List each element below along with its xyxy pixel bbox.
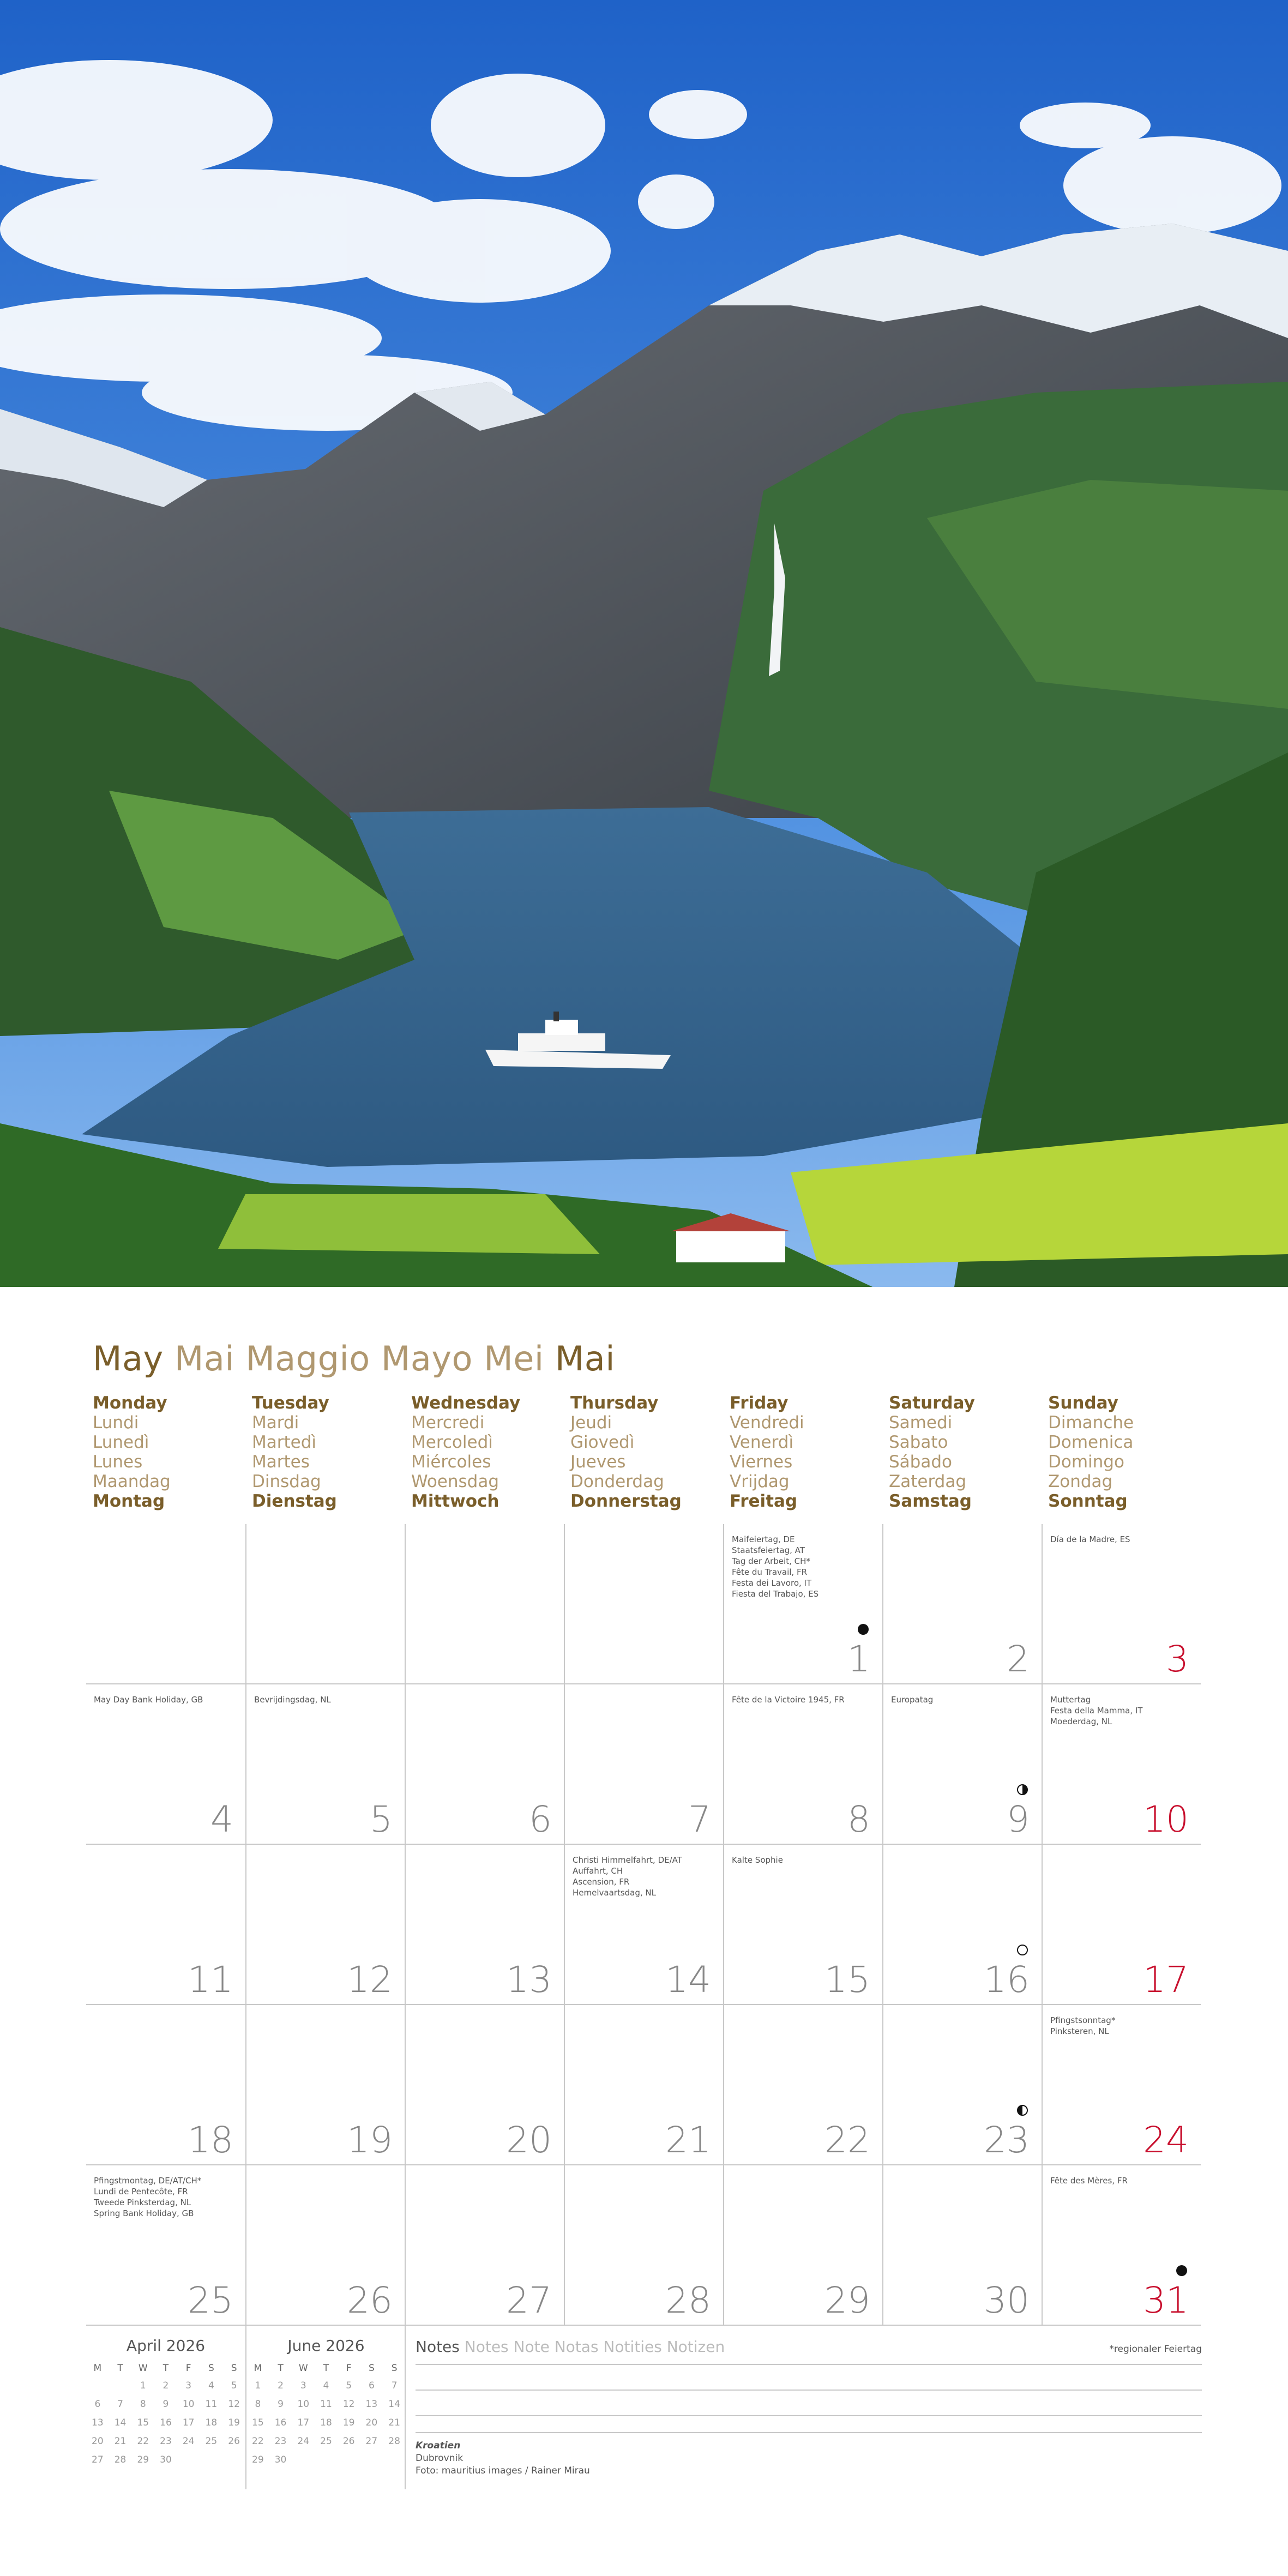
day-number: 21 <box>665 2119 711 2161</box>
weekday-it: Domenica <box>1048 1433 1134 1452</box>
mini-day: 21 <box>388 2417 400 2428</box>
mini-calendar-june <box>246 2337 406 2469</box>
weekday-de: Mittwoch <box>411 1491 499 1511</box>
mini-day: 17 <box>297 2417 310 2428</box>
day-number: 6 <box>529 1798 552 1840</box>
note-line <box>416 2364 1202 2365</box>
mini-day: 18 <box>205 2417 218 2428</box>
mini-day: 14 <box>388 2399 400 2410</box>
mini-weekday: S <box>391 2363 398 2374</box>
weekday-fr: Samedi <box>889 1413 953 1433</box>
day-cell <box>723 2005 882 2165</box>
mini-weekday: S <box>368 2363 375 2374</box>
moon-new-icon <box>1176 2265 1188 2277</box>
weekday-es: Lunes <box>93 1452 143 1472</box>
mini-weekday: M <box>93 2363 102 2374</box>
weekday-es: Domingo <box>1048 1452 1124 1472</box>
note-line <box>416 2432 1202 2433</box>
day-cell <box>882 1524 1042 1684</box>
mini-day: 30 <box>274 2454 287 2465</box>
weekday-header <box>1048 1393 1201 1511</box>
holiday-note: Bevrijdingsdag, NL <box>254 1695 331 1705</box>
day-cell <box>882 2165 1042 2326</box>
day-number: 12 <box>347 1959 393 2001</box>
weekday-en: Sunday <box>1048 1393 1118 1413</box>
day-cell <box>86 2165 245 2326</box>
mini-day: 29 <box>252 2454 264 2465</box>
day-cell <box>86 1845 245 2005</box>
mini-day: 25 <box>320 2436 332 2447</box>
weekday-de: Freitag <box>730 1491 798 1511</box>
moon-new-icon <box>857 1623 869 1635</box>
mini-day: 6 <box>368 2380 375 2391</box>
weekday-de: Samstag <box>889 1491 972 1511</box>
day-cell <box>1042 1524 1201 1684</box>
mini-weekday: T <box>323 2363 329 2374</box>
mini-day: 27 <box>365 2436 378 2447</box>
day-cell <box>564 1684 723 1845</box>
weekday-header <box>889 1393 1042 1511</box>
mini-day: 16 <box>274 2417 287 2428</box>
mini-day: 3 <box>185 2380 192 2391</box>
day-cell <box>245 2005 405 2165</box>
mini-weekday: M <box>254 2363 262 2374</box>
note-line <box>416 2390 1202 2391</box>
holiday-note: Pfingstmontag, DE/AT/CH* Lundi de Pentecôte, FR Tweede Pinksterdag, NL Spring Bank Holiday, GB <box>94 2176 202 2218</box>
mini-day: 2 <box>278 2380 284 2391</box>
weekday-en: Friday <box>730 1393 789 1413</box>
mini-day: 1 <box>140 2380 146 2391</box>
mini-day: 18 <box>320 2417 332 2428</box>
mini-day: 13 <box>365 2399 378 2410</box>
day-number: 1 <box>847 1638 870 1680</box>
mini-day: 10 <box>297 2399 310 2410</box>
mini-day: 22 <box>137 2436 149 2447</box>
weekday-es: Viernes <box>730 1452 793 1472</box>
day-cell <box>245 2165 405 2326</box>
mini-day <box>292 2451 315 2469</box>
weekday-en: Saturday <box>889 1393 975 1413</box>
holiday-note: Pfingstsonntag* Pinksteren, NL <box>1050 2015 1116 2036</box>
day-number: 9 <box>1007 1798 1030 1840</box>
weekday-nl: Woensdag <box>411 1472 499 1491</box>
day-number: 4 <box>210 1798 233 1840</box>
notes-heading: Notes Notes Note Notas Notities Notizen <box>416 2338 725 2356</box>
mini-day: 28 <box>114 2454 127 2465</box>
day-cell <box>564 2005 723 2165</box>
mini-day: 5 <box>346 2380 352 2391</box>
day-number: 14 <box>665 1959 711 2001</box>
day-number: 30 <box>984 2279 1030 2321</box>
weekday-en: Thursday <box>570 1393 659 1413</box>
mini-day: 26 <box>342 2436 355 2447</box>
day-cell <box>245 1845 405 2005</box>
mini-day: 30 <box>160 2454 172 2465</box>
mini-day <box>200 2451 223 2469</box>
day-cell <box>245 1684 405 1845</box>
weekday-de: Dienstag <box>252 1491 337 1511</box>
weekday-it: Martedì <box>252 1433 317 1452</box>
mini-day: 14 <box>114 2417 127 2428</box>
mini-weekday: W <box>138 2363 148 2374</box>
day-cell <box>86 1684 245 1845</box>
mini-day: 12 <box>228 2399 240 2410</box>
mini-day: 3 <box>300 2380 306 2391</box>
mini-weekday: S <box>208 2363 214 2374</box>
day-number: 29 <box>824 2279 870 2321</box>
day-number: 8 <box>847 1798 870 1840</box>
calendar-photo <box>0 0 1288 1287</box>
day-number: 26 <box>347 2279 393 2321</box>
mini-calendar-title: April 2026 <box>126 2337 206 2355</box>
weekday-fr: Mercredi <box>411 1413 485 1433</box>
day-number: 20 <box>506 2119 552 2161</box>
credit-photographer: Foto: mauritius images / Rainer Mirau <box>416 2465 590 2476</box>
mini-day: 12 <box>342 2399 355 2410</box>
mini-day: 8 <box>255 2399 261 2410</box>
weekday-it: Venerdì <box>730 1433 794 1452</box>
mini-day: 15 <box>252 2417 264 2428</box>
day-number: 17 <box>1143 1959 1189 2001</box>
weekday-en: Monday <box>93 1393 167 1413</box>
day-number: 7 <box>688 1798 711 1840</box>
weekday-en: Tuesday <box>252 1393 329 1413</box>
holiday-note: Europatag <box>891 1695 934 1705</box>
note-line <box>416 2415 1202 2416</box>
mini-day: 20 <box>92 2436 104 2447</box>
mini-day: 26 <box>228 2436 240 2447</box>
day-number: 22 <box>824 2119 870 2161</box>
weekday-fr: Lundi <box>93 1413 139 1433</box>
weekday-es: Miércoles <box>411 1452 491 1472</box>
photo-credit <box>416 2440 590 2477</box>
day-cell <box>405 1684 564 1845</box>
mini-day: 10 <box>182 2399 195 2410</box>
day-number: 31 <box>1143 2279 1189 2321</box>
day-cell <box>564 2165 723 2326</box>
empty-day-cell <box>405 1524 564 1684</box>
weekday-nl: Vrijdag <box>730 1472 790 1491</box>
weekday-nl: Donderdag <box>570 1472 664 1491</box>
day-number: 24 <box>1143 2119 1189 2161</box>
weekday-fr: Vendredi <box>730 1413 804 1433</box>
day-cell <box>1042 1845 1201 2005</box>
weekday-en: Wednesday <box>411 1393 521 1413</box>
holiday-note: Día de la Madre, ES <box>1050 1534 1130 1544</box>
mini-day: 9 <box>278 2399 284 2410</box>
moon-first-icon <box>1016 1784 1028 1796</box>
weekday-it: Sabato <box>889 1433 948 1452</box>
day-cell <box>723 1524 882 1684</box>
month-title: May Mai Maggio Mayo Mei Mai <box>93 1339 615 1379</box>
empty-day-cell <box>86 1524 245 1684</box>
day-cell <box>405 2005 564 2165</box>
day-cell <box>882 2005 1042 2165</box>
day-number: 15 <box>824 1959 870 2001</box>
day-number: 13 <box>506 1959 552 2001</box>
moon-full-icon <box>1016 1944 1028 1956</box>
mini-calendar-title: June 2026 <box>287 2337 365 2355</box>
mini-day: 11 <box>205 2399 218 2410</box>
mini-day: 9 <box>162 2399 169 2410</box>
day-number: 25 <box>188 2279 233 2321</box>
day-cell <box>405 2165 564 2326</box>
mini-day: 28 <box>388 2436 400 2447</box>
day-number: 5 <box>370 1798 393 1840</box>
holiday-note: Fête des Mères, FR <box>1050 2176 1128 2186</box>
mini-day: 17 <box>182 2417 195 2428</box>
weekday-header <box>730 1393 882 1511</box>
mini-day: 5 <box>231 2380 237 2391</box>
mini-calendar-april <box>86 2337 245 2469</box>
mini-day: 24 <box>297 2436 310 2447</box>
day-number: 27 <box>506 2279 552 2321</box>
day-cell <box>86 2005 245 2165</box>
mini-day: 4 <box>208 2380 214 2391</box>
mini-day: 2 <box>162 2380 169 2391</box>
mini-weekday: W <box>298 2363 308 2374</box>
weekday-it: Mercoledì <box>411 1433 493 1452</box>
weekday-es: Martes <box>252 1452 310 1472</box>
mini-day: 29 <box>137 2454 149 2465</box>
weekday-de: Sonntag <box>1048 1491 1128 1511</box>
mini-day <box>383 2451 406 2469</box>
mini-day: 1 <box>255 2380 261 2391</box>
mini-weekday: T <box>162 2363 169 2374</box>
mini-day <box>109 2376 132 2395</box>
holiday-note: Kalte Sophie <box>732 1855 783 1865</box>
day-number: 11 <box>188 1959 233 2001</box>
mini-weekday: F <box>185 2363 191 2374</box>
day-number: 10 <box>1143 1798 1189 1840</box>
moon-last-icon <box>1016 2104 1028 2116</box>
day-cell <box>564 1845 723 2005</box>
mini-weekday: F <box>346 2363 352 2374</box>
empty-day-cell <box>245 1524 405 1684</box>
holiday-note: Maifeiertag, DE Staatsfeiertag, AT Tag der Arbeit, CH* Fête du Travail, FR Festa dei Lavoro, IT Fiesta del Trabajo, ES <box>732 1534 819 1599</box>
weekday-fr: Jeudi <box>570 1413 612 1433</box>
holiday-note: May Day Bank Holiday, GB <box>94 1695 203 1705</box>
month-grid <box>86 1524 1202 2326</box>
mini-day: 16 <box>160 2417 172 2428</box>
mini-day: 27 <box>92 2454 104 2465</box>
weekday-it: Lunedì <box>93 1433 149 1452</box>
mini-day: 23 <box>274 2436 287 2447</box>
mini-day: 24 <box>182 2436 195 2447</box>
weekday-nl: Zondag <box>1048 1472 1113 1491</box>
day-number: 18 <box>188 2119 233 2161</box>
mini-day: 11 <box>320 2399 332 2410</box>
mini-day <box>177 2451 200 2469</box>
day-cell <box>882 1684 1042 1845</box>
mini-day: 7 <box>391 2380 398 2391</box>
day-number: 3 <box>1166 1638 1189 1680</box>
mini-day: 4 <box>323 2380 329 2391</box>
mini-weekday: S <box>231 2363 237 2374</box>
mini-day: 25 <box>205 2436 218 2447</box>
mini-day: 22 <box>252 2436 264 2447</box>
weekday-nl: Zaterdag <box>889 1472 967 1491</box>
mini-day <box>315 2451 338 2469</box>
day-number: 23 <box>984 2119 1030 2161</box>
weekday-de: Montag <box>93 1491 165 1511</box>
weekday-es: Jueves <box>570 1452 626 1472</box>
regional-holiday-note: *regionaler Feiertag <box>1109 2344 1202 2355</box>
weekday-header <box>93 1393 245 1511</box>
mini-weekday: T <box>117 2363 123 2374</box>
mini-day: 19 <box>228 2417 240 2428</box>
day-cell <box>723 2165 882 2326</box>
weekday-it: Giovedì <box>570 1433 635 1452</box>
day-cell <box>1042 2165 1201 2326</box>
day-cell <box>723 1845 882 2005</box>
weekday-nl: Dinsdag <box>252 1472 321 1491</box>
empty-day-cell <box>564 1524 723 1684</box>
mini-day: 21 <box>114 2436 127 2447</box>
mini-day: 13 <box>92 2417 104 2428</box>
credit-location: Kroatien <box>416 2440 461 2451</box>
day-cell <box>882 1845 1042 2005</box>
mini-day: 20 <box>365 2417 378 2428</box>
weekday-header <box>570 1393 723 1511</box>
weekday-fr: Mardi <box>252 1413 299 1433</box>
day-number: 28 <box>665 2279 711 2321</box>
weekday-es: Sábado <box>889 1452 952 1472</box>
holiday-note: Fête de la Victoire 1945, FR <box>732 1695 845 1705</box>
mini-day: 7 <box>117 2399 123 2410</box>
mini-day: 6 <box>94 2399 101 2410</box>
day-number: 2 <box>1007 1638 1030 1680</box>
holiday-note: Muttertag Festa della Mamma, IT Moederdag, NL <box>1050 1695 1143 1726</box>
weekday-header <box>411 1393 564 1511</box>
mini-day <box>338 2451 360 2469</box>
mini-day: 15 <box>137 2417 149 2428</box>
day-cell <box>1042 1684 1201 1845</box>
mini-day <box>222 2451 245 2469</box>
weekday-nl: Maandag <box>93 1472 171 1491</box>
day-cell <box>723 1684 882 1845</box>
mini-day: 8 <box>140 2399 146 2410</box>
day-number: 16 <box>984 1959 1030 2001</box>
mini-day <box>360 2451 383 2469</box>
weekday-header <box>252 1393 405 1511</box>
mini-day: 23 <box>160 2436 172 2447</box>
mini-day: 19 <box>342 2417 355 2428</box>
mini-weekday: T <box>278 2363 284 2374</box>
day-number: 19 <box>347 2119 393 2161</box>
weekday-de: Donnerstag <box>570 1491 682 1511</box>
credit-place: Dubrovnik <box>416 2453 464 2464</box>
weekday-fr: Dimanche <box>1048 1413 1134 1433</box>
holiday-note: Christi Himmelfahrt, DE/AT Auffahrt, CH Ascension, FR Hemelvaartsdag, NL <box>573 1855 682 1898</box>
day-cell <box>405 1845 564 2005</box>
day-cell <box>1042 2005 1201 2165</box>
mini-day <box>86 2376 109 2395</box>
